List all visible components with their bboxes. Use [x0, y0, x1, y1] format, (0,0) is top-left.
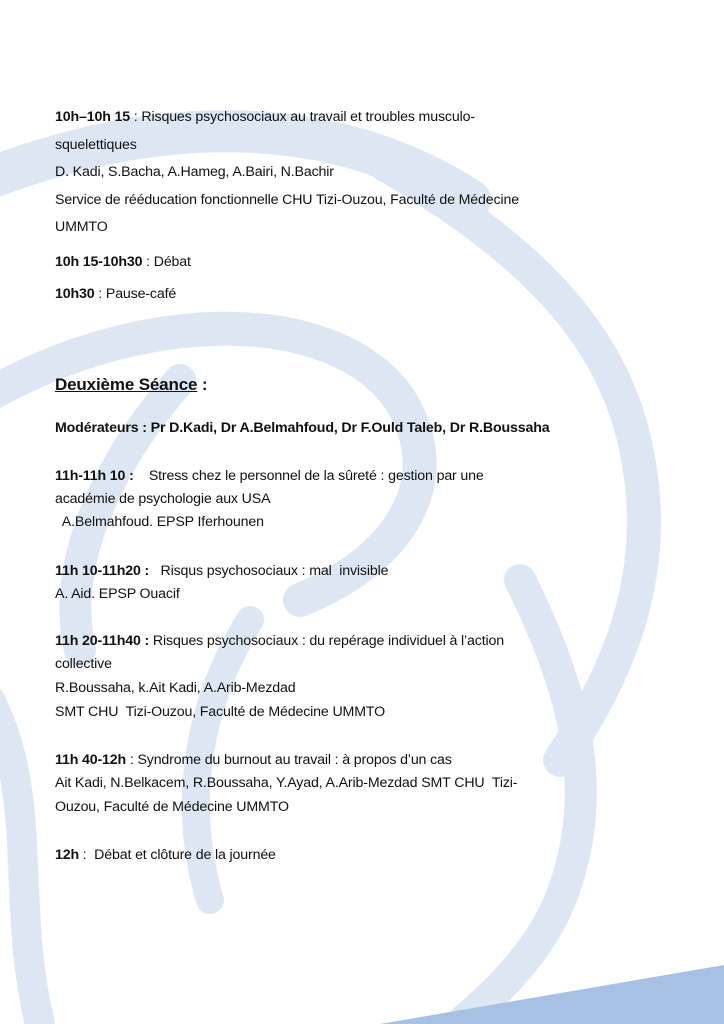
- talk-time-title: 11h 10-11h20 : Risqus psychosociaux : mal invisible: [55, 563, 389, 579]
- talk-authors: A. Aid. EPSP Ouacif: [55, 586, 180, 602]
- swoosh-curve-left: [0, 329, 420, 600]
- corner-accent-shape: [380, 965, 724, 1024]
- talk-authors: D. Kadi, S.Bacha, A.Hameg, A.Bairi, N.Bachir: [55, 164, 334, 180]
- talk-time-title: 11h-11h 10 : Stress chez le personnel de la sûreté : gestion par une: [55, 468, 484, 484]
- talk-time-title: 10h–10h 15 : Risques psychosociaux au travail et troubles musculo-: [55, 109, 475, 125]
- talk-title-continued: académie de psychologie aux USA: [55, 491, 271, 507]
- coffee-break-item: 10h30 : Pause-café: [55, 286, 177, 302]
- talk-title-continued: collective: [55, 656, 112, 672]
- swoosh-bottom-left: [0, 700, 40, 1024]
- debate-item: 10h 15-10h30 : Débat: [55, 254, 191, 270]
- talk-time-title: 11h 20-11h40 : Risques psychosociaux : du repérage individuel à l’action: [55, 633, 504, 649]
- talk-time-title: 11h 40-12h : Syndrome du burnout au travail : à propos d’un cas: [55, 752, 452, 768]
- talk-authors: A.Belmahfoud. EPSP Iferhounen: [55, 514, 264, 530]
- talk-affiliation: Ouzou, Faculté de Médecine UMMTO: [55, 799, 289, 815]
- talk-title-continued: squelettiques: [55, 137, 137, 153]
- closing-item: 12h : Débat et clôture de la journée: [55, 847, 276, 863]
- session-title: Deuxième Séance :: [55, 375, 208, 394]
- talk-affiliation-continued: UMMTO: [55, 219, 108, 235]
- talk-affiliation: SMT CHU Tizi-Ouzou, Faculté de Médecine UMMTO: [55, 704, 386, 720]
- talk-authors: Ait Kadi, N.Belkacem, R.Boussaha, Y.Ayad, A.Arib-Mezdad SMT CHU Tizi-: [55, 775, 518, 791]
- moderators: Modérateurs : Pr D.Kadi, Dr A.Belmahfoud, Dr F.Ould Taleb, Dr R.Boussaha: [55, 420, 550, 436]
- talk-affiliation: Service de rééducation fonctionnelle CHU Tizi-Ouzou, Faculté de Médecine: [55, 192, 519, 208]
- talk-authors: R.Boussaha, k.Ait Kadi, A.Arib-Mezdad: [55, 680, 296, 696]
